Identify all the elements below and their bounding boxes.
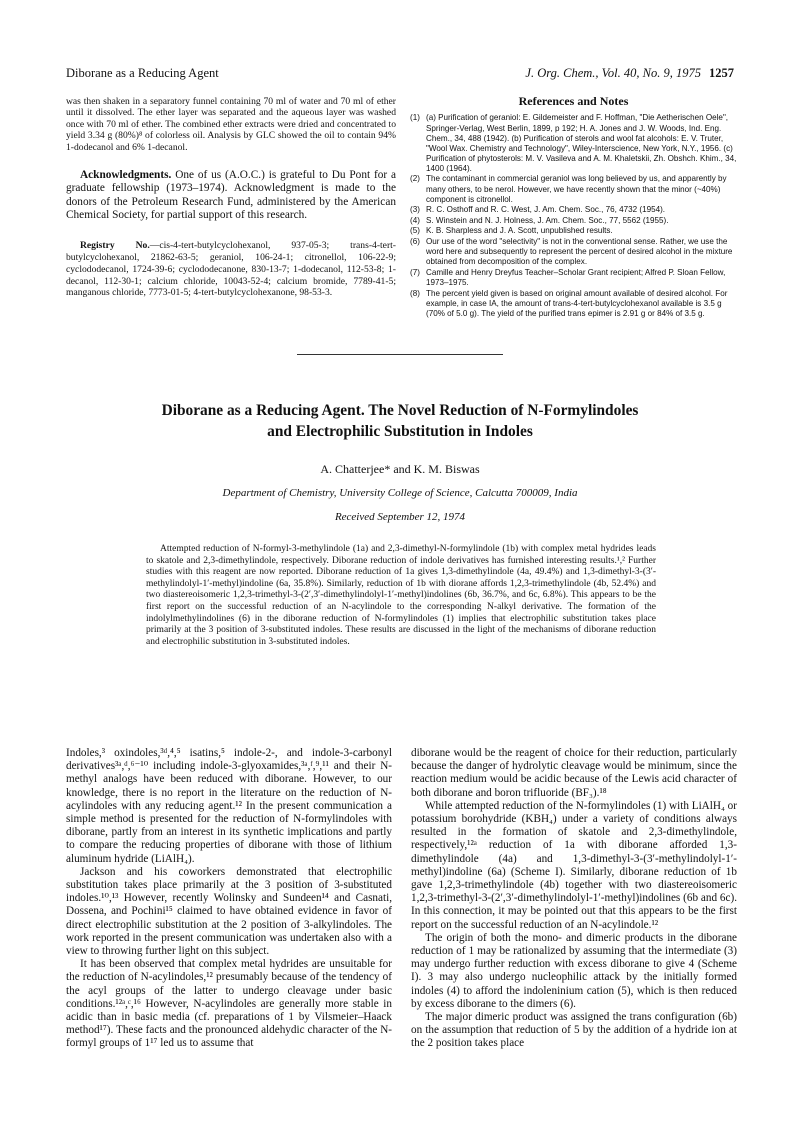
journal-citation bbox=[525, 66, 734, 81]
page-number: 1257 bbox=[709, 66, 734, 80]
body-left-column bbox=[66, 747, 392, 1051]
registry-heading: Registry No. bbox=[80, 240, 150, 252]
article-title-line-2: and Electrophilic Substitution in Indoles bbox=[267, 423, 533, 440]
article-authors: A. Chatterjee* and K. M. Biswas bbox=[320, 462, 480, 476]
running-title: Diborane as a Reducing Agent bbox=[66, 66, 219, 80]
reference-text: S. Winstein and N. J. Holness, J. Am. Chem. Soc., 77, 5562 (1955). bbox=[426, 215, 669, 225]
journal-name: J. Org. Chem., Vol. 40, No. 9, 1975 bbox=[525, 66, 701, 80]
reference-text: The percent yield given is based on original amount available of desired alcohol. For example, in case IA, the amount of trans-4-tert-butylcyclohexanol available is 3.5 g (70% of 5.0 g). The yield of the purified trans epimer is 2.91 g or 84% of 3.5 g. bbox=[426, 288, 728, 318]
registry-numbers bbox=[66, 240, 396, 299]
reference-number: (7) bbox=[410, 267, 420, 277]
reference-number: (8) bbox=[410, 288, 420, 298]
reference-text: (a) Purification of geraniol: E. Gildemeister and F. Hoffman, "Die Aetherischen Oele", Springer-Verlag, West Berlin, 1899, p 192; H. A. Jones and J. W. Woods, Ind. Eng. Chem., 34, 488 (1942). (b) Purification of sterols and wool fat alcohols: E. V. Truter, "Wool Wax. Chemistry and Technology", Wiley-Interscience, New York, N.Y., 1956. (c) Purification of phytosterols: M. V. Vasileva and A. M. Khaletskii, Zh. Obshch. Khim., 34, 1400 (1964). bbox=[426, 113, 737, 173]
reference-item bbox=[410, 113, 737, 174]
body-right-column bbox=[411, 747, 737, 1051]
running-header bbox=[66, 66, 734, 82]
reference-item bbox=[410, 268, 737, 288]
article-title bbox=[80, 400, 720, 442]
article-title-line-1: Diborane as a Reducing Agent. The Novel Reduction of N-Formylindoles bbox=[161, 402, 639, 419]
reference-text: K. B. Sharpless and J. A. Scott, unpublished results. bbox=[426, 226, 613, 236]
previous-article-left-column bbox=[66, 96, 396, 299]
body-paragraph: The major dimeric product was assigned the trans configuration (6b) on the assumption that reduction of 5 by the addition of a hydride ion at the 2 position takes place bbox=[411, 1011, 737, 1050]
experimental-text: was then shaken in a separatory funnel containing 70 ml of water and 70 ml of ether until it dissolved. The ether layer was separated and the aqueous layer was washed once with 70 ml of ether. The combined ether extracts were dried and concentrated to yield 3.34 g (80%)⁸ of colorless oil. Analysis by GLC showed the oil to contain 94% 1-dodecanol and 6% 1-decanol. bbox=[66, 96, 396, 153]
reference-item bbox=[410, 226, 737, 236]
section-divider bbox=[297, 354, 503, 355]
reference-item bbox=[410, 216, 737, 226]
body-paragraph: The origin of both the mono- and dimeric products in the diborane reduction of 1 may be rationalized by assuming that the intermediate (3) may undergo further reduction with excess diborane to give 4 (Scheme I). 3 may also undergo nucleophilic attack by the initially formed indoles (4) to afford the indoleninium cation (5), which is then reduced by excess diborane to the dimers (6). bbox=[411, 931, 737, 1010]
body-paragraph: Jackson and his coworkers demonstrated that electrophilic substitution takes place primarily at the 3 position of 3-substituted indoles.¹⁰,¹³ However, recently Wolinsky and Sundeen¹⁴ and Casnati, Dossena, and Pochini¹⁵ claimed to have obtained evidence in favor of direct electrophilic substitution at the 2 position of 3-alkylindoles. The work reported in the present communication was undertaken also with a view to throwing further light on this subject. bbox=[66, 865, 392, 958]
received-date: Received September 12, 1974 bbox=[334, 511, 466, 523]
reference-number: (6) bbox=[410, 237, 420, 247]
reference-item bbox=[410, 237, 737, 267]
reference-number: (3) bbox=[410, 205, 420, 215]
references-column bbox=[410, 96, 737, 319]
reference-item bbox=[410, 174, 737, 204]
reference-item bbox=[410, 289, 737, 319]
acknowledgments-heading: Acknowledgments. bbox=[80, 169, 172, 182]
body-paragraph: diborane would be the reagent of choice for their reduction, particularly because the danger of hydrolytic cleavage would be minimum, since the reaction medium would be acidic because of the Lewis acid character of both diborane and boron trifluoride (BF₃).¹⁸ bbox=[411, 747, 737, 799]
body-paragraph: It has been observed that complex metal hydrides are unsuitable for the reduction of N-acylindoles,¹² presumably because of the tendency of the acyl groups of the latter to undergo cleavage under basic conditions.¹²ᵃ,ᶜ,¹⁶ However, N-acylindoles are generally more stable in acidic than in basic media (cf. preparations of 1 by Vilsmeier–Haack method¹⁷). These facts and the pronounced aldehydic character of the N-formyl groups of 1¹⁷ led us to assume that bbox=[66, 958, 392, 1050]
acknowledgments-text: One of us (A.O.C.) is grateful to Du Pont for a graduate fellowship (1973–1974). Acknowledgment is made to the donors of the Petroleum Research Fund, administered by the American Chemical Society, for partial support of this research. bbox=[66, 169, 396, 221]
registry-text: —cis-4-tert-butylcyclohexanol, 937-05-3; trans-4-tert-butylcyclohexanol, 21862-63-5; geraniol, 106-24-1; citronellol, 106-22-9; cyclododecanol, 1724-39-6; cyclododecanone, 830-13-7; 1-dodecanol, 112-53-8; 1-decanol, 112-30-1; calcium chloride, 10043-52-4; calcium bromide, 7789-41-5; manganous chloride, 7773-01-5; 4-tert-butylcyclohexanone, 98-53-3. bbox=[66, 240, 396, 299]
article-abstract: Attempted reduction of N-formyl-3-methylindole (1a) and 2,3-dimethyl-N-formylindole (1b) with complex metal hydrides leads to skatole and 2,3-dimethylindole, respectively. Diborane reduction of indole derivatives has furnished interesting results.¹,² Further studies with this reagent are now reported. Diborane reduction of 1a gives 1,3-dimethylindole (4a, 49.4%) and 1,3-dimethyl-3-(3′-methylindolyl-1′-methyl)indoline (6a, 35.8%). Similarly, reduction of 1b with diorane affords 1,2,3-trimethylindole (4b, 52.4%) and two diastereoisomeric 1,2,3-trimethyl-3-(2′,3′-dimethylindolyl-1′-methyl)indolines (6b, 36.7%, and 6c, 6.8%). This appears to be the first report on the successful reduction of an N-acylindole to the corresponding N-alkyl derivative. The formation of the indolylmethylindolines (6) in the diborane reduction of N-formylindoles (1) implies that electrophilic substitution takes place primarily at the 3 position of 3-substituted indoles. These results are discussed in the light of the mechanisms of diborane reduction and electrophilic substitution in 3-substituted indoles. bbox=[146, 544, 656, 647]
reference-text: Our use of the word "selectivity" is not in the conventional sense. Rather, we use the word here and subsequently to represent the percent of desired alcohol in the mixture obtained from decomposition of the complex. bbox=[426, 237, 733, 267]
reference-text: The contaminant in commercial geraniol was long believed by us, and apparently by many others, to be nerol. However, we have recently shown that the minor (~40%) component is citronellol. bbox=[426, 174, 727, 204]
references-title: References and Notes bbox=[518, 94, 629, 108]
reference-number: (5) bbox=[410, 226, 420, 236]
reference-number: (4) bbox=[410, 215, 420, 225]
reference-number: (2) bbox=[410, 174, 420, 184]
reference-text: R. C. Osthoff and R. C. West, J. Am. Chem. Soc., 76, 4732 (1954). bbox=[426, 205, 666, 215]
acknowledgments bbox=[66, 169, 396, 222]
reference-number: (1) bbox=[410, 113, 420, 123]
reference-text: Camille and Henry Dreyfus Teacher–Scholar Grant recipient; Alfred P. Sloan Fellow, 1973–1975. bbox=[426, 267, 726, 287]
reference-item bbox=[410, 205, 737, 215]
article-affiliation: Department of Chemistry, University College of Science, Calcutta 700009, India bbox=[222, 487, 578, 499]
body-paragraph: While attempted reduction of the N-formylindoles (1) with LiAlH₄ or potassium borohydride (KBH₄) under a variety of conditions always resulted in the formation of skatole and 2,3-dimethylindole, respectively,¹²ᵃ reduction of 1a with diborane afforded 1,3-dimethylindole (4a) and 1,3-dimethyl-3-(3′-methylindolyl-1′-methyl)indoline (6a) (Scheme I). Similarly, diborane reduction of 1b gave 1,2,3-trimethylindole (4b) together with two diastereoisomeric 1,2,3-trimethyl-3-(2′,3′-dimethylindolyl-1′-methyl)indolines (6b and 6c). In this connection, it may be pointed out that this appears to be the first report on the successful reduction of an N-acylindole.¹² bbox=[411, 799, 737, 931]
body-paragraph: Indoles,³ oxindoles,³ᵈ,⁴,⁵ isatins,⁵ indole-2-, and indole-3-carbonyl derivatives³ᵃ,ᵈ,⁶⁻¹⁰ including indole-3-glyoxamides,³ᵃ,ᶠ,⁹,¹¹ and their N-methyl analogs have been reduced with diborane. However, to our knowledge, there is no report in the literature on the reduction of N-acylindoles with any reducing agent.¹² In the present communication a simple method is presented for the reduction of N-formylindoles with diborane, partly from an interest in its synthetic implications and partly to compare the reducing properties of diborane with those of lithium aluminum hydride (LiAlH₄). bbox=[66, 747, 392, 865]
